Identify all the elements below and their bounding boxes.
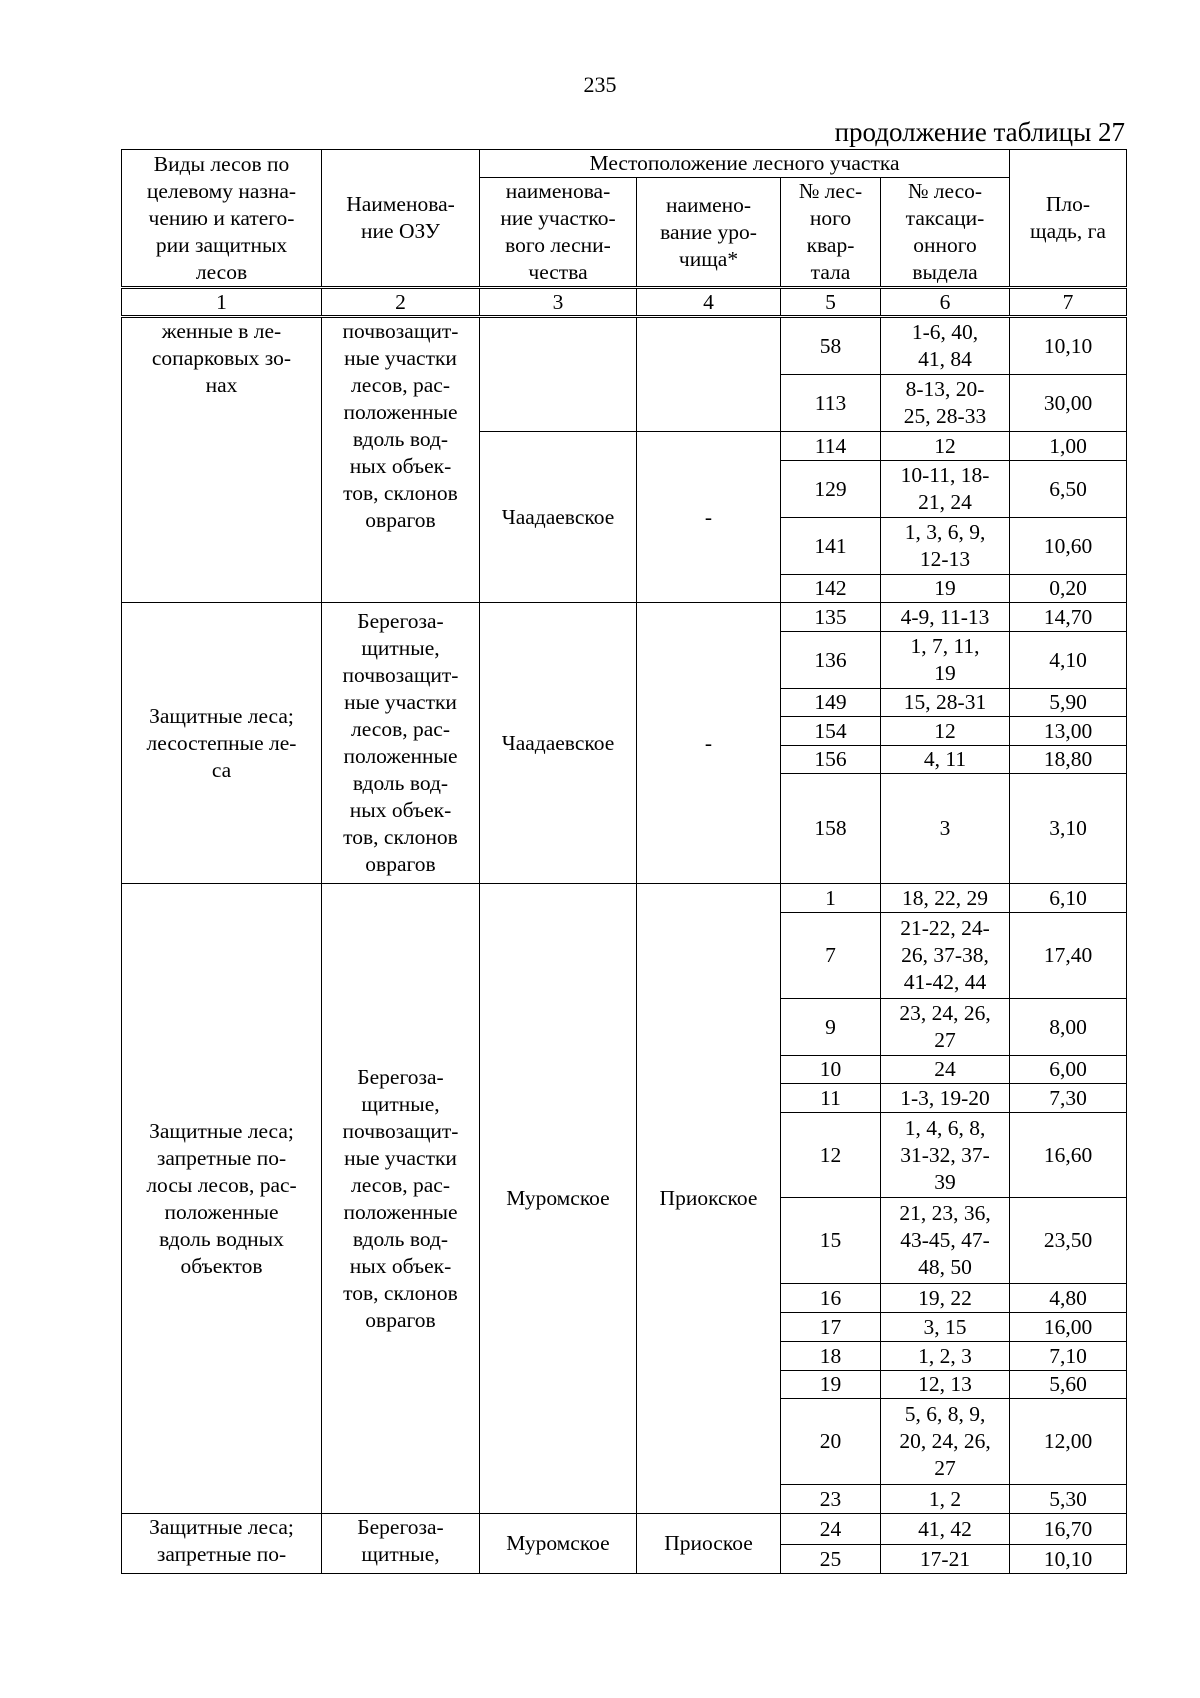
area-cell: 5,90 bbox=[1010, 689, 1127, 717]
allotment-cell: 21-22, 24- 26, 37-38, 41-42, 44 bbox=[881, 913, 1010, 999]
allotment-cell: 19 bbox=[881, 575, 1010, 603]
allotment-cell: 12 bbox=[881, 432, 1010, 461]
quarter-cell: 7 bbox=[781, 913, 881, 999]
area-cell: 7,30 bbox=[1010, 1084, 1127, 1113]
quarter-cell: 11 bbox=[781, 1084, 881, 1113]
quarter-cell: 15 bbox=[781, 1198, 881, 1284]
tract-cell: - bbox=[637, 432, 781, 603]
table-continuation-title: продолжение таблицы 27 bbox=[834, 117, 1125, 147]
allotment-cell: 15, 28-31 bbox=[881, 689, 1010, 717]
area-cell: 23,50 bbox=[1010, 1198, 1127, 1284]
area-cell: 8,00 bbox=[1010, 999, 1127, 1056]
allotment-cell: 23, 24, 26, 27 bbox=[881, 999, 1010, 1056]
quarter-cell: 135 bbox=[781, 603, 881, 632]
quarter-cell: 12 bbox=[781, 1113, 881, 1198]
area-cell: 13,00 bbox=[1010, 717, 1127, 746]
area-cell: 6,00 bbox=[1010, 1056, 1127, 1084]
quarter-cell: 20 bbox=[781, 1399, 881, 1485]
area-cell: 16,70 bbox=[1010, 1514, 1127, 1545]
quarter-cell: 9 bbox=[781, 999, 881, 1056]
area-cell: 18,80 bbox=[1010, 746, 1127, 774]
area-cell: 10,10 bbox=[1010, 317, 1127, 375]
quarter-cell: 18 bbox=[781, 1342, 881, 1371]
ozu-name-cell: Берегоза- щитные, почвозащит- ные участки лесов, рас- положенные вдоль вод- ных объек- тов, склонов оврагов bbox=[322, 884, 480, 1514]
allotment-cell: 1, 4, 6, 8, 31-32, 37- 39 bbox=[881, 1113, 1010, 1198]
quarter-cell: 1 bbox=[781, 884, 881, 913]
quarter-cell: 158 bbox=[781, 774, 881, 884]
quarter-cell: 24 bbox=[781, 1514, 881, 1545]
tract-cell: Приоское bbox=[637, 1514, 781, 1574]
area-cell: 12,00 bbox=[1010, 1399, 1127, 1485]
allotment-cell: 41, 42 bbox=[881, 1514, 1010, 1545]
quarter-cell: 17 bbox=[781, 1313, 881, 1342]
allotment-cell: 10-11, 18- 21, 24 bbox=[881, 461, 1010, 518]
quarter-cell: 16 bbox=[781, 1284, 881, 1313]
table-row bbox=[122, 884, 1127, 913]
area-cell: 17,40 bbox=[1010, 913, 1127, 999]
district-forestry-cell bbox=[480, 317, 637, 432]
ozu-name-cell: почвозащит- ные участки лесов, рас- положенные вдоль вод- ных объек- тов, склонов оврагов bbox=[322, 317, 480, 603]
column-number: 1 bbox=[122, 288, 322, 317]
allotment-cell: 1, 2 bbox=[881, 1485, 1010, 1514]
area-cell: 4,80 bbox=[1010, 1284, 1127, 1313]
forest-type-cell: Защитные леса; запретные по- лосы лесов, рас- положенные вдоль водных объектов bbox=[122, 884, 322, 1514]
column-number: 2 bbox=[322, 288, 480, 317]
quarter-cell: 58 bbox=[781, 317, 881, 375]
allotment-cell: 18, 22, 29 bbox=[881, 884, 1010, 913]
header-quarter: № лес- ного квар- тала bbox=[781, 178, 881, 288]
tract-cell: Приокское bbox=[637, 884, 781, 1514]
quarter-cell: 10 bbox=[781, 1056, 881, 1084]
forest-type-cell: Защитные леса; запретные по- bbox=[122, 1514, 322, 1574]
page-number: 235 bbox=[583, 72, 617, 97]
district-forestry-cell: Чаадаевское bbox=[480, 432, 637, 603]
allotment-cell: 12, 13 bbox=[881, 1371, 1010, 1399]
quarter-cell: 141 bbox=[781, 518, 881, 575]
area-cell: 10,10 bbox=[1010, 1545, 1127, 1574]
header-district-forestry: наименова- ние участко- вого лесни- чества bbox=[480, 178, 637, 288]
area-cell: 6,50 bbox=[1010, 461, 1127, 518]
table-row bbox=[122, 603, 1127, 632]
allotment-cell: 1, 2, 3 bbox=[881, 1342, 1010, 1371]
tract-cell bbox=[637, 317, 781, 432]
allotment-cell: 3, 15 bbox=[881, 1313, 1010, 1342]
table-row bbox=[122, 1514, 1127, 1545]
header-tract: наимено- вание уро- чища* bbox=[637, 178, 781, 288]
quarter-cell: 23 bbox=[781, 1485, 881, 1514]
area-cell: 5,30 bbox=[1010, 1485, 1127, 1514]
area-cell: 3,10 bbox=[1010, 774, 1127, 884]
tract-cell: - bbox=[637, 603, 781, 884]
area-cell: 6,10 bbox=[1010, 884, 1127, 913]
column-numbers-row bbox=[122, 288, 1127, 317]
area-cell: 7,10 bbox=[1010, 1342, 1127, 1371]
forest-type-cell: Защитные леса; лесостепные ле- са bbox=[122, 603, 322, 884]
quarter-cell: 129 bbox=[781, 461, 881, 518]
area-cell: 30,00 bbox=[1010, 375, 1127, 432]
area-cell: 14,70 bbox=[1010, 603, 1127, 632]
quarter-cell: 149 bbox=[781, 689, 881, 717]
allotment-cell: 17-21 bbox=[881, 1545, 1010, 1574]
allotment-cell: 4-9, 11-13 bbox=[881, 603, 1010, 632]
column-number: 3 bbox=[480, 288, 637, 317]
column-number: 6 bbox=[881, 288, 1010, 317]
allotment-cell: 1-3, 19-20 bbox=[881, 1084, 1010, 1113]
quarter-cell: 25 bbox=[781, 1545, 881, 1574]
allotment-cell: 3 bbox=[881, 774, 1010, 884]
area-cell: 5,60 bbox=[1010, 1371, 1127, 1399]
forest-type-cell: женные в ле- сопарковых зо- нах bbox=[122, 317, 322, 603]
ozu-name-cell: Берегоза- щитные, bbox=[322, 1514, 480, 1574]
column-number: 7 bbox=[1010, 288, 1127, 317]
column-number: 4 bbox=[637, 288, 781, 317]
allotment-cell: 5, 6, 8, 9, 20, 24, 26, 27 bbox=[881, 1399, 1010, 1485]
quarter-cell: 19 bbox=[781, 1371, 881, 1399]
header-ozu-name: Наименова- ние ОЗУ bbox=[322, 150, 480, 288]
allotment-cell: 1, 3, 6, 9, 12-13 bbox=[881, 518, 1010, 575]
area-cell: 10,60 bbox=[1010, 518, 1127, 575]
header-location-group: Местоположение лесного участка bbox=[480, 150, 1010, 178]
allotment-cell: 24 bbox=[881, 1056, 1010, 1084]
forest-areas-table bbox=[121, 149, 1127, 1574]
ozu-name-cell: Берегоза- щитные, почвозащит- ные участки лесов, рас- положенные вдоль вод- ных объек- тов, склонов оврагов bbox=[322, 603, 480, 884]
header-area: Пло- щадь, га bbox=[1010, 150, 1127, 288]
allotment-cell: 8-13, 20- 25, 28-33 bbox=[881, 375, 1010, 432]
header-allotment: № лесо- таксаци- онного выдела bbox=[881, 178, 1010, 288]
allotment-cell: 1, 7, 11, 19 bbox=[881, 632, 1010, 689]
header-row-1 bbox=[122, 150, 1127, 178]
allotment-cell: 1-6, 40, 41, 84 bbox=[881, 317, 1010, 375]
allotment-cell: 19, 22 bbox=[881, 1284, 1010, 1313]
quarter-cell: 154 bbox=[781, 717, 881, 746]
quarter-cell: 156 bbox=[781, 746, 881, 774]
allotment-cell: 21, 23, 36, 43-45, 47- 48, 50 bbox=[881, 1198, 1010, 1284]
area-cell: 1,00 bbox=[1010, 432, 1127, 461]
area-cell: 16,00 bbox=[1010, 1313, 1127, 1342]
district-forestry-cell: Чаадаевское bbox=[480, 603, 637, 884]
quarter-cell: 114 bbox=[781, 432, 881, 461]
column-number: 5 bbox=[781, 288, 881, 317]
table-row bbox=[122, 317, 1127, 375]
allotment-cell: 12 bbox=[881, 717, 1010, 746]
quarter-cell: 142 bbox=[781, 575, 881, 603]
area-cell: 4,10 bbox=[1010, 632, 1127, 689]
quarter-cell: 113 bbox=[781, 375, 881, 432]
area-cell: 0,20 bbox=[1010, 575, 1127, 603]
header-forest-type: Виды лесов по целевому назна- чению и катего- рии защитных лесов bbox=[122, 150, 322, 288]
area-cell: 16,60 bbox=[1010, 1113, 1127, 1198]
quarter-cell: 136 bbox=[781, 632, 881, 689]
allotment-cell: 4, 11 bbox=[881, 746, 1010, 774]
district-forestry-cell: Муромское bbox=[480, 1514, 637, 1574]
district-forestry-cell: Муромское bbox=[480, 884, 637, 1514]
